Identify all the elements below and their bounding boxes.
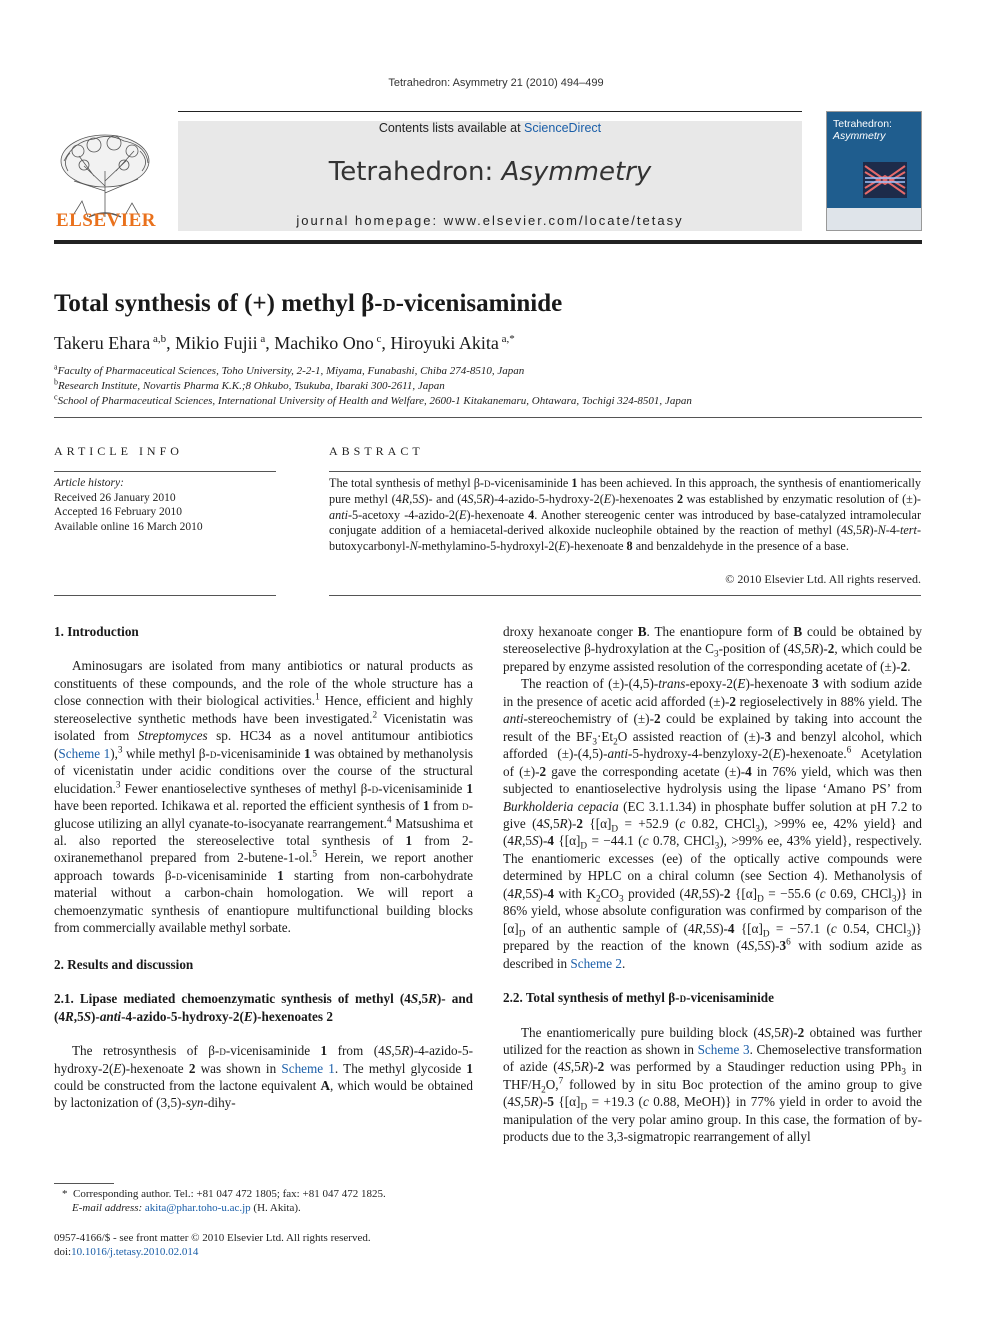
page-footer: 0957-4166/$ - see front matter © 2010 Elsevier Ltd. All rights reserved. doi:10.1016/j.tetasy.2010.02.014 [54, 1232, 371, 1258]
article-title: Total synthesis of (+) methyl β-d-vicenisaminide [54, 290, 563, 317]
elsevier-wordmark: ELSEVIER [55, 210, 157, 231]
continued-paragraph: droxy hexanoate conger B. The enantiopure form of B could be obtained by stereoselective β-hydroxylation at the $C_3$-position of (4S,5R)-2, which could be prepared by enzyme assisted resolution of the corresponding acetate of (±)-2. [503, 624, 922, 674]
journal-cover-thumbnail [826, 111, 922, 231]
contents-line: Contents lists available at ScienceDirect [378, 121, 602, 135]
affiliation-c: $^c$School of Pharmaceutical Sciences, International University of Health and Welfare, 2600-1 Kitakanemaru, Ohtawara, Tochigi 324-8501, Japan [54, 392, 692, 407]
header-rule [178, 111, 802, 112]
cover-footer [827, 208, 921, 230]
building-block-paragraph: The enantiomerically pure building block (4S,5R)-2 obtained was further utilized for the reaction as shown in Scheme 3. Chemoselective transformation of azide (4S,5R)-2 was performed by a Staudinger reduction using PPh$_3$ in THF/$H_2O,^7$ followed by in situ Boc protection of the amino group to give (4S,5R)-5 {$[\alpha]_D = +19.3$ (c 0.88, MeOH)} in 77% yield in order to avoid the manipulation of the very polar amino group. In this case, the formation of by-products due to the 3,3-sigmatropic rearrangement of allyl [503, 1024, 922, 1145]
reaction-paragraph: The reaction of (±)-(4,5)-trans-epoxy-2(E)-hexenoate 3 with sodium azide in the presence of acetic acid afforded (±)-2 regioselectively in 88% yield. The anti-stereochemistry of (±)-2 could be explained by taking into account the result of the $BF_3\cdot Et_2O$ assisted reaction of (±)-3 and benzyl alcohol, which afforded (±)-(4,5)-anti-5-hydroxy-4-benzyloxy-2(E)-hexenoate.$^6$ Acetylation of (±)-2 gave the corresponding acetate (±)-4 in 76% yield, which was then subjected to enantioselective hydrolysis using the lipase ‘Amano PS’ from Burkholderia cepacia (EC 3.1.1.34) in phosphate buffer solution at pH 7.2 to give (4S,5R)-2 {$[\alpha]_D = +52.9$ (c 0.82, CHCl$_3$), >99% ee, 42% yield} and (4R,5S)-4 {$[\alpha]_D = -44.1$ (c 0.78, CHCl$_3$), >99% ee, 43% yield}, respectively. The enantiomeric excesses (ee) of the optically active compounds were determined by HPLC on a chiral column (see Section 4). Methanolysis of (4R,5S)-4 with $K_2CO_3$ provided (4R,5S)-2 {$[\alpha]_D = -55.6$ (c 0.69, CHCl$_3$)} in 86% yield, whose absolute configuration was confirmed by comparison of the $[\alpha]_D$ of an authentic sample of (4R,5S)-4 {$[\alpha]_D = -57.1$ (c 0.54, CHCl$_3$)} prepared by the reaction of the known $(4S,5S)-3^6$ with sodium azide as described in Scheme 2. [503, 676, 923, 971]
journal-homepage[interactable]: journal homepage: www.elsevier.com/locate/tetasy [296, 213, 684, 228]
section-heading-introduction: 1. Introduction [54, 624, 139, 639]
abstract-bottom-rule [329, 595, 921, 596]
intro-paragraph: Aminosugars are isolated from many antibiotics or natural products as constituents of these compounds, and the role of the whole structure has a close connection with their biological activities.$^1$ Hence, efficient and highly stereoselective synthetic methods have been investigated.$^2$ Vicenistatin was isolated from Streptomyces sp. HC34 as a novel antitumour antibiotics (Scheme 1),$^3$ while methyl β-d-vicenisaminide 1 was obtained by methanolysis of vicenistatin under acidic conditions over the course of the structural elucidation.$^3$ Fewer enantioselective syntheses of methyl β-d-vicenisaminide 1 have been reported. Ichikawa et al. reported the efficient synthesis of 1 from d-glucose utilizing an allyl cyanate-to-isocyanate rearrangement.$^4$ Matsushima et al. also reported the stereoselective total synthesis of 1 from 2-oxiranemethanol prepared from 2-butene-1-ol.$^5$ Herein, we report another approach towards β-d-vicenisaminide 1 starting from non-carbohydrate material without a carbon-chain homologation. We will report a chemoenzymatic synthesis of enantiopure multifunctional building blocks from commercially available methyl sorbate. [54, 658, 473, 936]
affiliation-a: $^a$Faculty of Pharmaceutical Sciences, Toho University, 2-2-1, Miyama, Funabashi, Chiba 274-8510, Japan [54, 362, 525, 377]
journal-name: Tetrahedron: Asymmetry [328, 157, 652, 187]
author-list: Takeru Ehara $^{a,b}$, Mikio Fujii $^a$, Machiko Ono $^c$, Hiroyuki Akita $^{a,*}$ [54, 333, 515, 353]
right-column [503, 623, 922, 1146]
footnote-rule [54, 1183, 114, 1184]
article-info-rule [54, 471, 276, 472]
affil-rule [54, 417, 922, 418]
article-history: Article history: Received 26 January 2010 Accepted 16 February 2010 Available online 16 March 2010 [54, 477, 203, 533]
abstract-heading: ABSTRACT [329, 444, 424, 458]
cover-graphic-icon [863, 162, 907, 198]
sciencedirect-link[interactable]: ScienceDirect [524, 121, 602, 135]
abstract-copyright: © 2010 Elsevier Ltd. All rights reserved. [725, 572, 921, 586]
author-email-link[interactable]: akita@phar.toho-u.ac.jp [144, 1202, 251, 1214]
subsection-heading-2-2: 2.2. Total synthesis of methyl β-d-vicenisaminide [503, 990, 774, 1006]
left-column [54, 623, 473, 1112]
abstract-body: The total synthesis of methyl β-d-vicenisaminide 1 has been achieved. In this approach, the synthesis of enantiomerically pure methyl (4R,5S)- and (4S,5R)-4-azido-5-hydroxy-2(E)-hexenoates 2 was established by enzymatic resolution of (±)-anti-5-acetoxy -4-azido-2(E)-hexenoate 4. Another stereogenic center was introduced by base-catalyzed intramolecular conjugate addition of a hemiacetal-derived alkoxide nucleophile obtained by the reaction of methyl (4S,5R)-N-4-tert-butoxycarbonyl-N-methylamino-5-hydroxyl-2(E)-hexenoate 8 and benzaldehyde in the presence of a base. [329, 476, 921, 554]
corresponding-author-footnote: * Corresponding author. Tel.: +81 047 472 1805; fax: +81 047 472 1825. E-mail address: akita@phar.toho-u.ac.jp (H. Akita). [62, 1188, 386, 1214]
retrosynthesis-paragraph: The retrosynthesis of β-d-vicenisaminide 1 from (4S,5R)-4-azido-5-hydroxy-2(E)-hexenoate 2 was shown in Scheme 1. The methyl glycoside 1 could be constructed from the lactone equivalent A, which would be obtained by lactonization of (3,5)-syn-dihy- [54, 1043, 473, 1111]
article-info-heading: ARTICLE INFO [54, 444, 183, 458]
section-heading-results: 2. Results and discussion [54, 956, 194, 972]
abstract-rule [329, 471, 921, 472]
subsection-heading-2-1: 2.1. Lipase mediated chemoenzymatic synthesis of methyl (4S,5R)- and (4R,5S)-anti-4-azido-5-hydroxy-2(E)-hexenoates 2 [54, 991, 474, 1024]
doi-link[interactable]: 10.1016/j.tetasy.2010.02.014 [71, 1246, 199, 1258]
affiliation-b: $^b$Research Institute, Novartis Pharma K.K.;8 Ohkubo, Tsukuba, Ibaraki 300-2611, Japan [54, 377, 445, 392]
running-head: Tetrahedron: Asymmetry 21 (2010) 494–499 [388, 77, 604, 89]
cover-title: Tetrahedron: Asymmetry [833, 118, 892, 142]
masthead-thick-rule [54, 240, 922, 244]
article-info-bottom-rule [54, 595, 276, 596]
journal-banner [178, 121, 802, 231]
